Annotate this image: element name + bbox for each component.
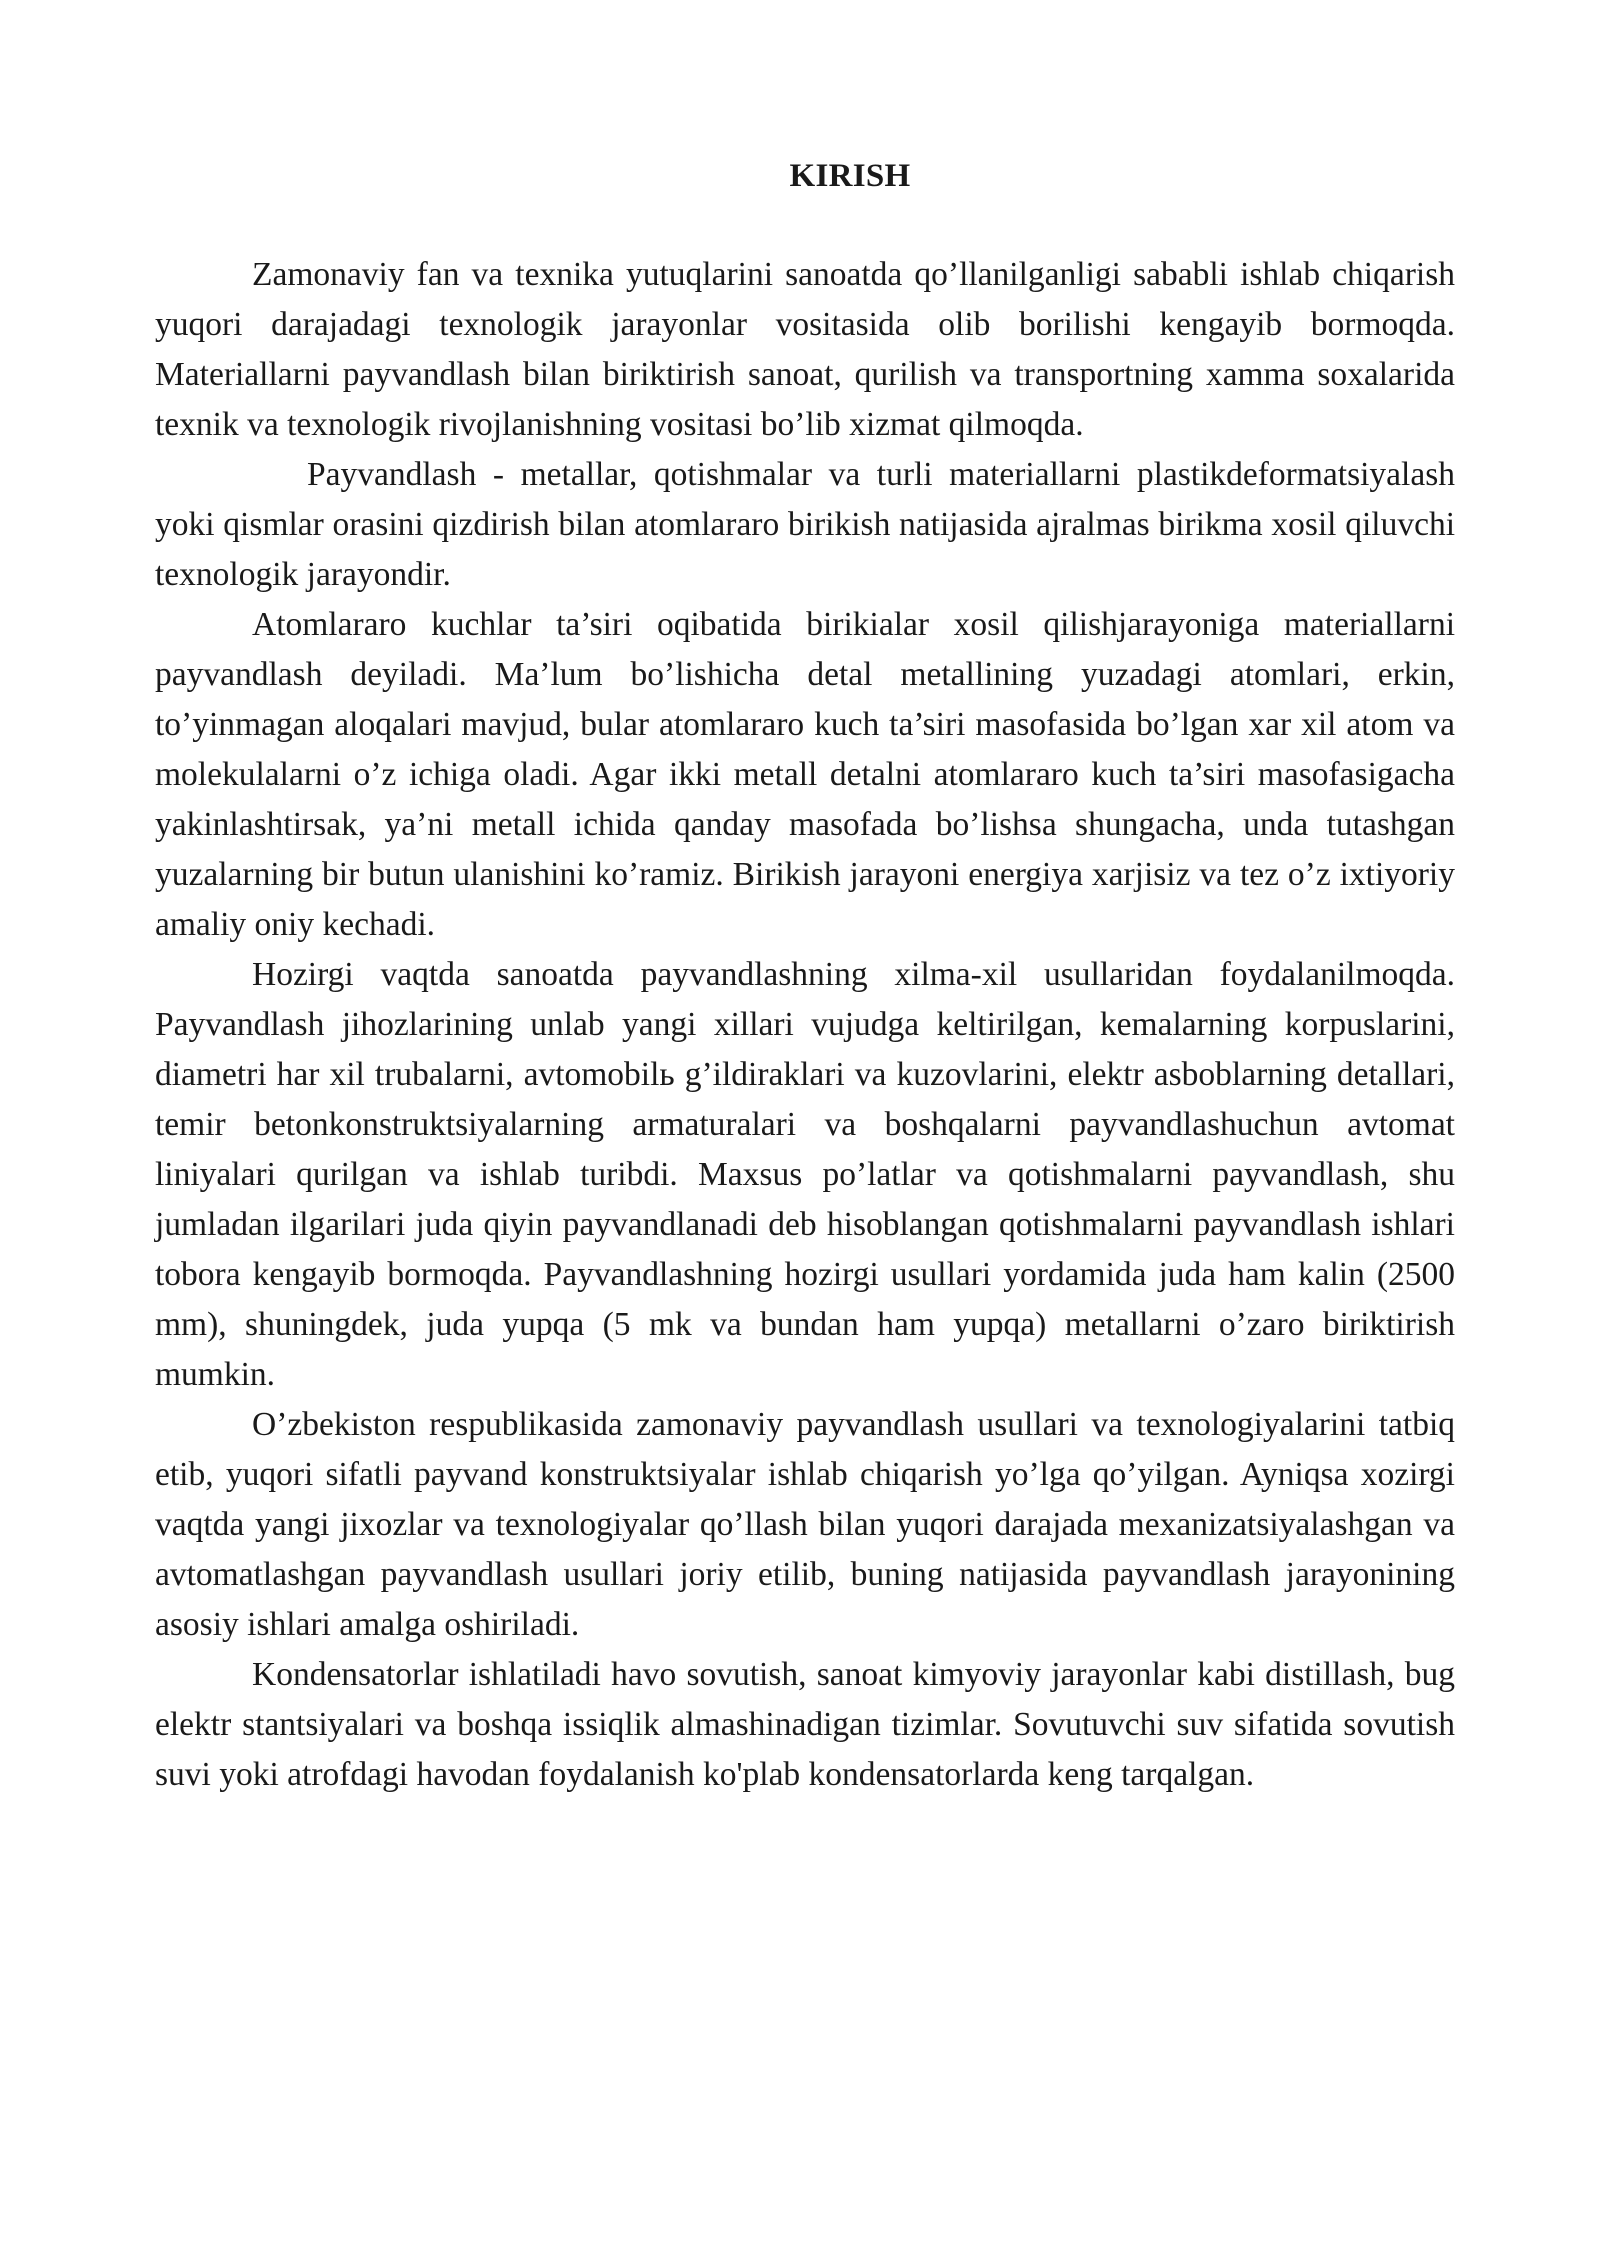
document-body: [155, 250, 1455, 1800]
paragraph-condensers: Kondensatorlar ishlatiladi havo sovutish, sanoat kimyoviy jarayonlar kabi distillash, bug elektr stantsiyalari va boshqa issiqlik almashinadigan tizimlar. Sovutuvchi suv sifatida sovutish suvi yoki atrofdagi havodan foydalanish ko'plab kondensatorlarda keng tarqalgan.: [155, 1656, 1455, 1793]
paragraph-introduction: Zamonaviy fan va texnika yutuqlarini sanoatda qo’llanilganligi sababli ishlab chiqarish yuqori darajadagi texnologik jarayonlar vositasida olib borilishi kengayib bormoqda. Materiallarni payvandlash bilan biriktirish sanoat, qurilish va transportning xamma soxalarida texnik va texnologik rivojlanishning vositasi bo’lib xizmat qilmoqda.: [155, 256, 1455, 443]
paragraph-welding-definition: Payvandlash - metallar, qotishmalar va turli materiallarni plastikdeformatsiyalash yoki qismlar orasini qizdirish bilan atomlararo birikish natijasida ajralmas birikma xosil qiluvchi texnologik jarayondir.: [155, 456, 1455, 593]
document-title: KIRISH: [789, 158, 911, 194]
paragraph-modern-methods: Hozirgi vaqtda sanoatda payvandlashning xilma-xil usullaridan foydalanilmoqda. Payvandlash jihozlarining unlab yangi xillari vujudga keltirilgan, kemalarning korpuslarini, diametri har xil trubalarni, avtomobilь g’ildiraklari va kuzovlarini, elektr asboblarning detallari, temir betonkonstruktsiyalarning armaturalari va boshqalarni payvandlashuchun avtomat liniyalari qurilgan va ishlab turibdi. Maxsus po’latlar va qotishmalarni payvandlash, shu jumladan ilgarilari juda qiyin payvandlanadi deb hisoblangan qotishmalarni payvandlash ishlari tobora kengayib bormoqda. Payvandlashning hozirgi usullari yordamida juda ham kalin (2500 mm), shuningdek, juda yupqa (5 mk va bundan ham yupqa) metallarni o’zaro biriktirish mumkin.: [155, 956, 1455, 1393]
paragraph-uzbekistan: O’zbekiston respublikasida zamonaviy payvandlash usullari va texnologiyalarini tatbiq etib, yuqori sifatli payvand konstruktsiyalar ishlab chiqarish yo’lga qo’yilgan. Ayniqsa xozirgi vaqtda yangi jixozlar va texnologiyalar qo’llash bilan yuqori darajada mexanizatsiyalashgan va avtomatlashgan payvandlash usullari joriy etilib, buning natijasida payvandlash jarayonining asosiy ishlari amalga oshiriladi.: [155, 1406, 1455, 1643]
paragraph-atomic-forces: Atomlararo kuchlar ta’siri oqibatida birikialar xosil qilishjarayoniga materiallarni payvandlash deyiladi. Ma’lum bo’lishicha detal metallining yuzadagi atomlari, erkin, to’yinmagan aloqalari mavjud, bular atomlararo kuch ta’siri masofasida bo’lgan xar xil atom va molekulalarni o’z ichiga oladi. Agar ikki metall detalni atomlararo kuch ta’siri masofasigacha yakinlashtirsak, ya’ni metall ichida qanday masofada bo’lishsa shungacha, unda tutashgan yuzalarning bir butun ulanishini ko’ramiz. Birikish jarayoni energiya xarjisiz va tez o’z ixtiyoriy amaliy oniy kechadi.: [155, 606, 1455, 943]
